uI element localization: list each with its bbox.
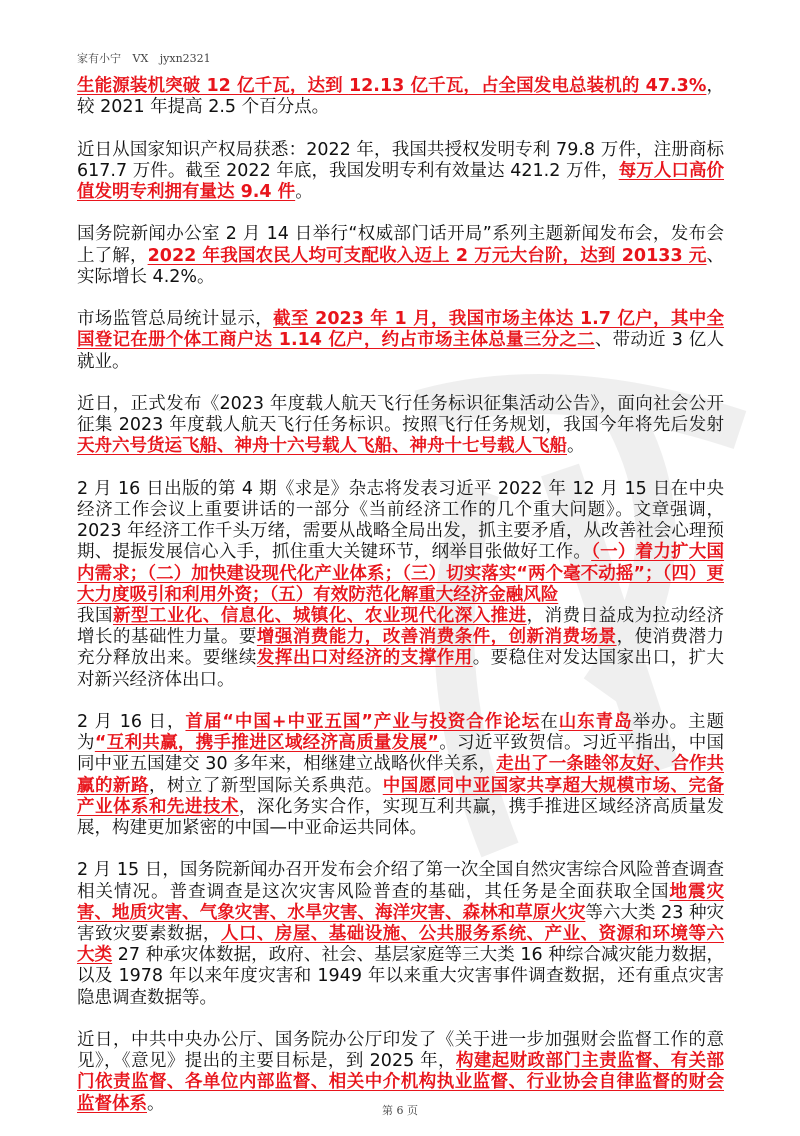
paragraph [77, 309, 724, 373]
highlighted-text: 新型工业化、信息化、城镇化、农业现代化深入推进 [112, 606, 527, 626]
body-text: 。 [295, 182, 313, 202]
body-text: 近日从国家知识产权局获悉：2022 年，我国共授权发明专利 79.8 万件，注册商标 617.7 万件。截至 2022 年底，我国发明专利有效量达 421.2 万件， [77, 139, 724, 181]
highlighted-text: 走出了一条睦邻友好、合作共赢的新路 [77, 754, 724, 796]
highlighted-text: 发挥出口对经济的支撑作用 [256, 648, 473, 669]
body-text: ，树立了新型国际关系典范。 [148, 775, 383, 796]
body-text: 我国 [77, 606, 113, 626]
highlighted-text: 生能源装机突破 12 亿千瓦，达到 [77, 76, 349, 96]
paragraph [77, 140, 724, 204]
body-text: 等六大类 23 种灾害致灾要素数据， [77, 902, 724, 945]
body-text: ，深化务实合作，实现互利共赢，携手推进区域经济高质量发展，构建更加紧密的中国—中亚命运共同体。 [77, 796, 725, 839]
paragraph [77, 712, 724, 839]
body-text: ，较 2021 年提高 2.5 个百分点。 [77, 76, 725, 118]
body-text: 。要稳住对发达国家出口，扩大对新兴经济体出口。 [77, 648, 725, 690]
page-header: 家有小宁 VX jyxn2321 [77, 52, 211, 65]
highlighted-text: 天舟六号货运飞船、神舟十六号载人飞船、神舟十七号载人飞船 [77, 436, 567, 457]
highlighted-text: 首届“中国+中亚五国”产业与投资合作论坛 [185, 712, 541, 732]
highlighted-text: 地震灾害、地质灾害、气象灾害、水旱灾害、海洋灾害、森林和草原火灾 [77, 881, 724, 923]
body-text: 近日，正式发布《2023 年度载人航天飞行任务标识征集活动公告》，面向社会公开征集 2023 年度载人航天飞行任务标识。按照飞行任务规划，我国今年将先后发射 [77, 393, 724, 436]
paragraph [77, 479, 724, 606]
body-text: 、带动近 3 亿人就业。 [77, 330, 724, 372]
body-text: 近日，中共中央办公厅、国务院办公厅印发了《关于进一步加强财会监督工作的意见》，《意见》提出的主要目标是，到 2025 年， [77, 1030, 724, 1072]
highlighted-text: 中国愿同中亚国家共享超大规模市场、完备产业体系和先进技术 [77, 775, 725, 817]
body-text: 27 种承灾体数据，政府、社会、基层家庭等三大类 16 种综合减灾能力数据，以及 1978 年以来年度灾害和 1949 年以来重大灾害事件调查数据，还有重点灾害隐患调查数据等。 [77, 945, 724, 1008]
body-text: 。 [147, 1093, 165, 1114]
body-text: ，使消费潜力充分释放出来。要继续 [77, 627, 725, 669]
body-text: 2 月 15 日，国务院新闻办召开发布会介绍了第一次全国自然灾害综合风险普查调查相关情况。普查调查是这次灾害风险普查的基础，其任务是全面获取全国 [77, 860, 724, 902]
highlighted-text: 山东青岛 [558, 712, 633, 732]
paragraph [77, 224, 724, 288]
body-text: 。 [567, 436, 585, 457]
highlighted-text: 增强消费能力，改善消费条件，创新消费场景 [256, 627, 617, 648]
paragraph [77, 606, 724, 691]
body-text: ，消费日益成为拉动经济增长的基础性力量。要 [77, 606, 725, 648]
body-text: 举办。主题为 [77, 712, 725, 754]
body-text: 国务院新闻办公室 2 月 14 日举行“权威部门话开局”系列主题新闻发布会，发布会上了解， [77, 224, 724, 266]
paragraph [77, 394, 724, 458]
body-text: 2 月 16 日出版的第 4 期《求是》杂志将发表习近平 2022 年 12 月 15 日在中央经济工作会议上重要讲话的一部分《当前经济工作的几个重大问题》。文章强调，2023 年经济工作千头万绪，需要从战略全局出发，抓主要矛盾，从改善社会心理预期、提振发展信心入手，抓住重大关键环节，纲举目张做好工作。 [77, 478, 724, 563]
page-number: 第 6 页 [382, 1104, 418, 1117]
highlighted-text: “互利共赢，携手推进区域经济高质量发展” [94, 733, 439, 754]
body-text: 在 [540, 712, 559, 732]
highlighted-text: 人口、房屋、基础设施、公共服务系统、产业、资源和环境等六大类 [77, 924, 725, 966]
highlighted-text: 2022 年我国农民人均可支配收入迈上 2 万元大台阶，达到 20133 元 [147, 245, 707, 266]
highlighted-text: 截至 2023 年 1 月，我国市场主体达 1.7 亿户，其中全国登记在册个体工商户达 1.14 亿户，约占市场主体总量三分之二 [77, 309, 725, 351]
body-text: 市场监管总局统计显示， [77, 309, 274, 330]
body-text: 、实际增长 4.2%。 [77, 245, 725, 287]
body-text: 。习近平致贺信。习近平指出，中国同中亚五国建交 30 多年来，相继建立战略伙伴关系， [77, 733, 725, 775]
highlighted-text: 每万人口高价值发明专利拥有量达 9.4 件 [77, 160, 725, 202]
highlighted-text: （一）着力扩大国内需求；（二）加快建设现代化产业体系；（三）切实落实“两个毫不动摇”；（四）更大力度吸引和利用外资；（五）有效防范化解重大经济金融风险 [77, 542, 725, 605]
body-text: 2 月 16 日， [77, 712, 186, 732]
paragraph [77, 76, 724, 118]
highlighted-text: 构建起财政部门主责监督、有关部门依责监督、各单位内部监督、相关中介机构执业监督、行业协会自律监督的财会监督体系 [77, 1051, 724, 1114]
highlighted-text: 12.13 亿千瓦，占全国发电总装机的 47.3% [348, 76, 707, 96]
paragraph [77, 860, 724, 1008]
document-body [77, 76, 724, 1136]
